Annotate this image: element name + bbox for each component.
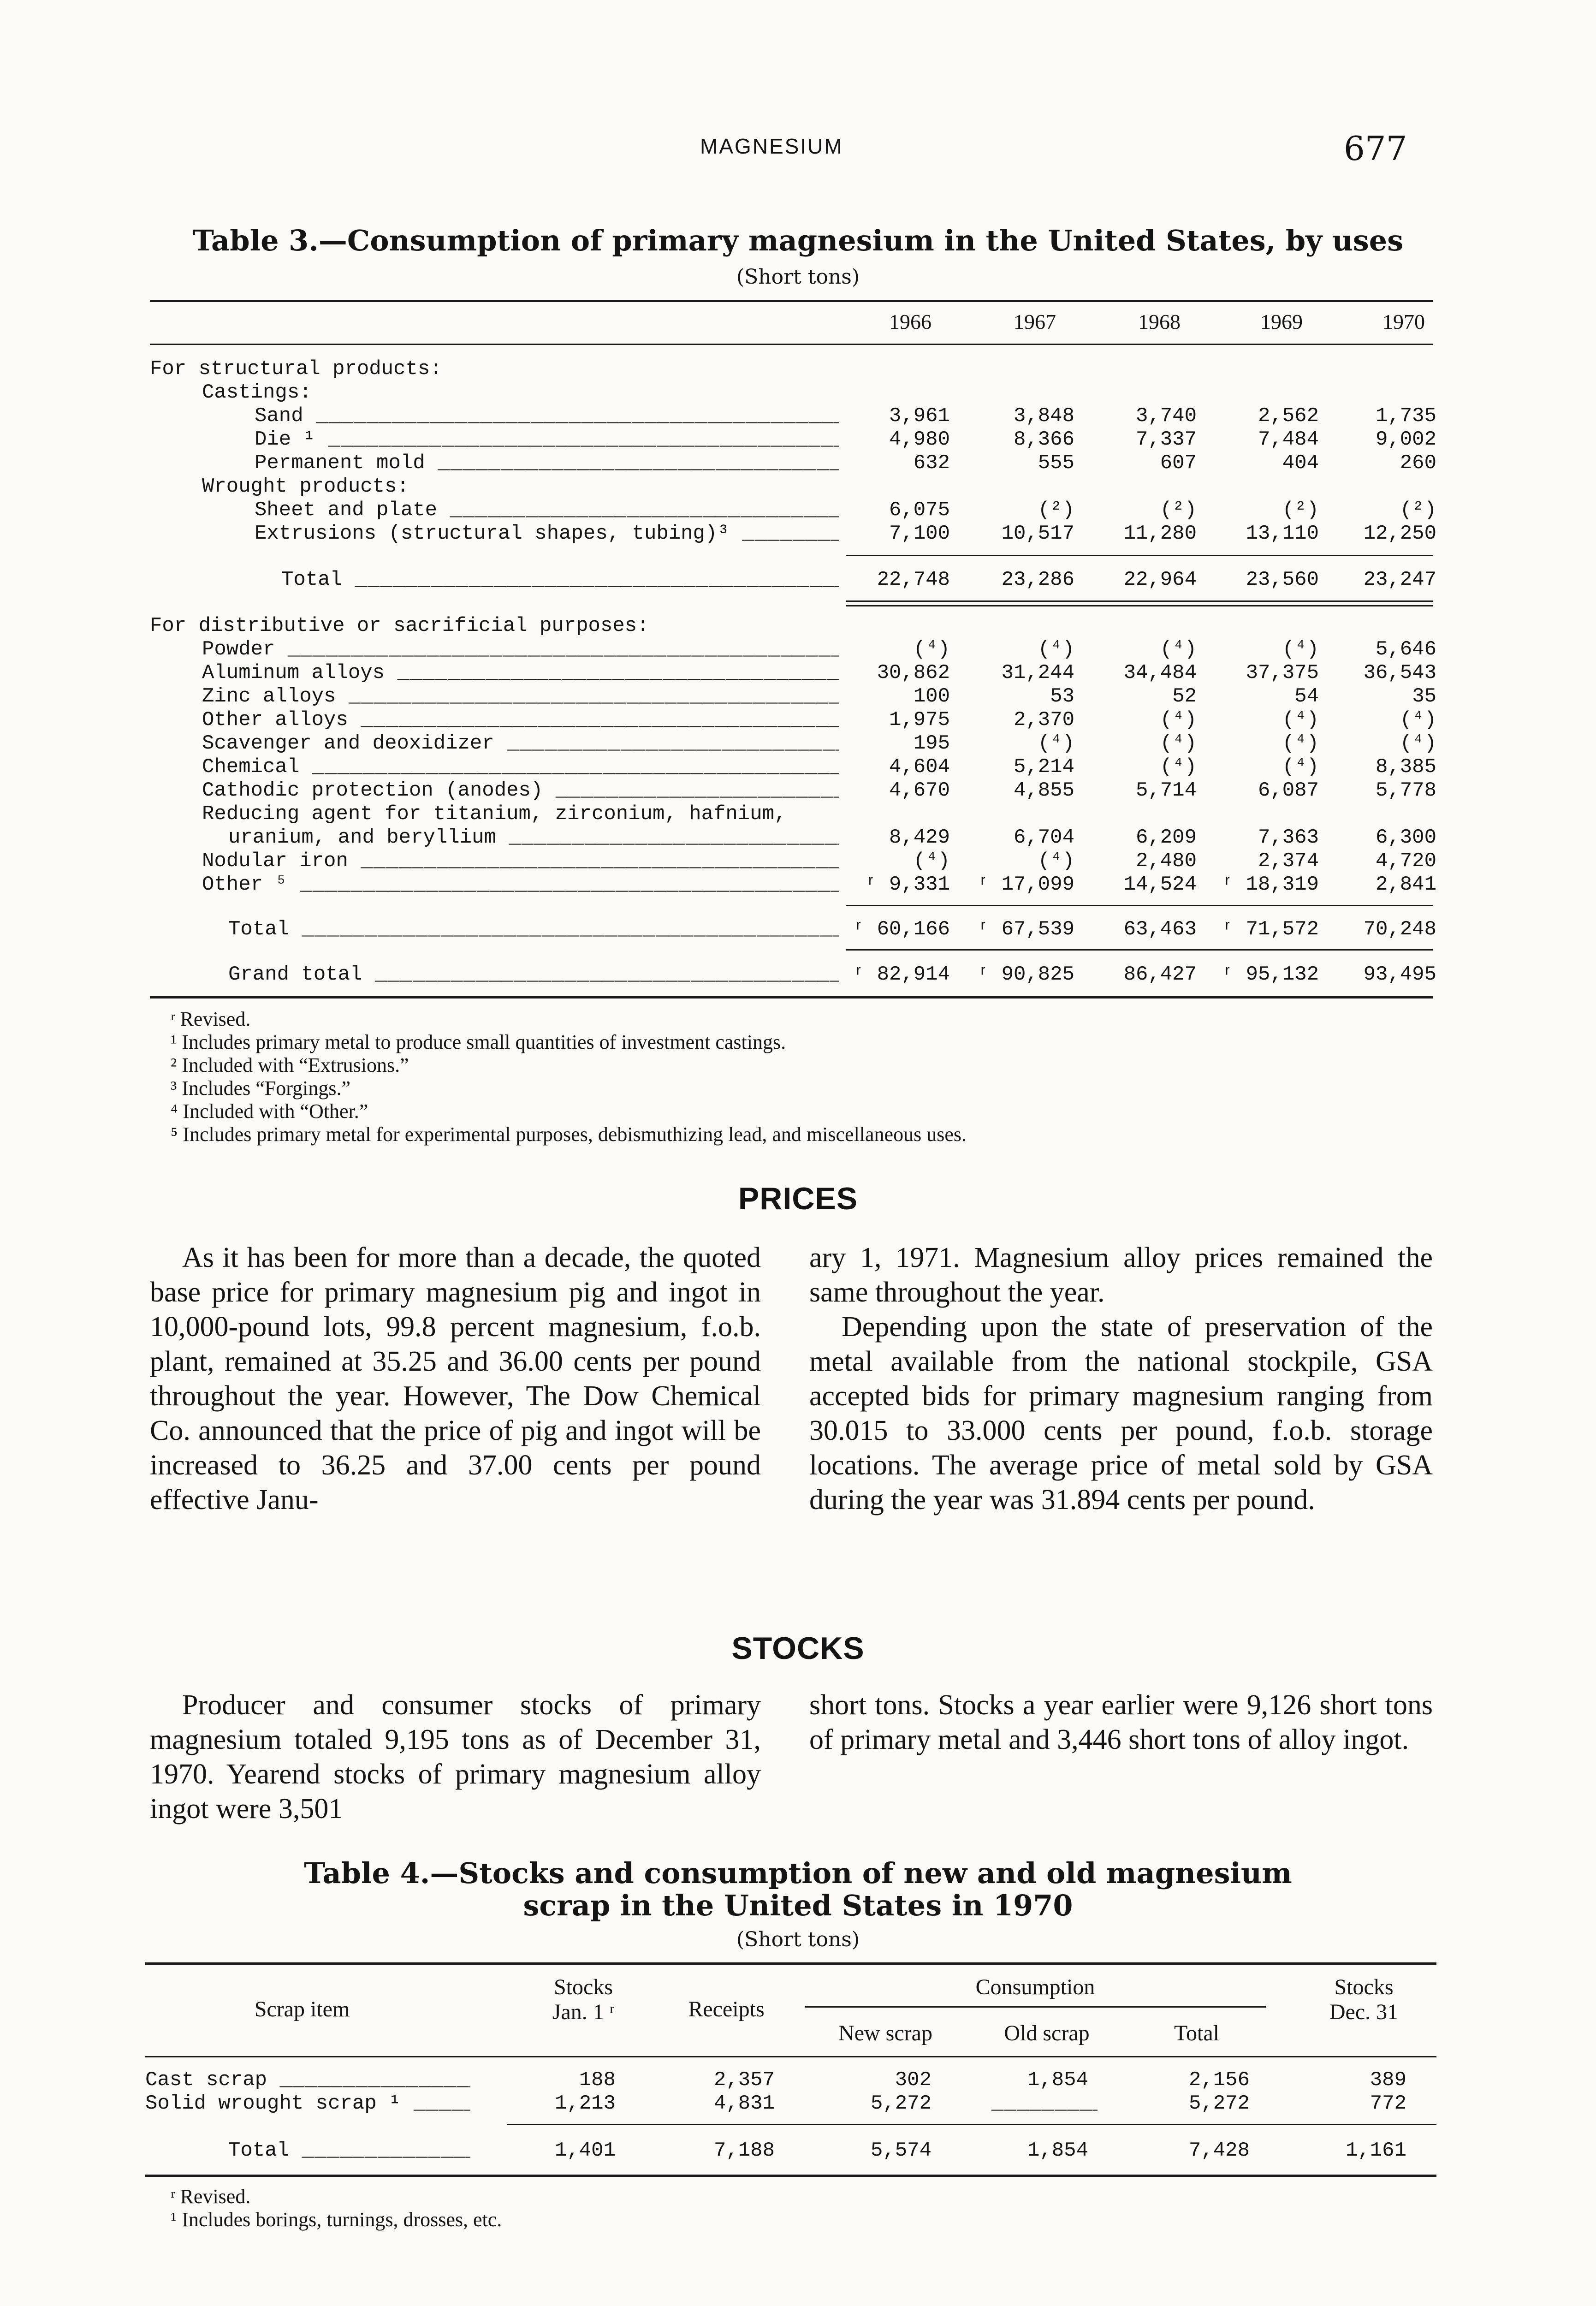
cell: ʳ 82,914 bbox=[852, 963, 950, 986]
cell: 2,841 bbox=[1375, 873, 1436, 896]
subtotal-rule bbox=[846, 949, 1433, 951]
row-label: Solid wrought scrap ¹ _____ bbox=[145, 2092, 470, 2116]
cell: 7,337 bbox=[1135, 428, 1197, 451]
table4-footnotes bbox=[171, 2185, 502, 2231]
footnote: ʳ Revised. bbox=[171, 2185, 251, 2208]
cell: 35 bbox=[1412, 685, 1436, 708]
cell: 8,429 bbox=[889, 826, 950, 849]
table-row bbox=[0, 850, 1596, 873]
col-header-stocks-dec: Stocks bbox=[1334, 1975, 1394, 1999]
cell: 7,100 bbox=[889, 522, 950, 545]
cell: 2,370 bbox=[1013, 708, 1074, 731]
cell: 30,862 bbox=[877, 661, 950, 684]
subtotal-rule bbox=[507, 2124, 1436, 2125]
table3-unit: (Short tons) bbox=[736, 265, 860, 289]
col-header-total: Total bbox=[1174, 2021, 1219, 2045]
table3-top-rule bbox=[150, 300, 1433, 302]
cell: (⁴) bbox=[1282, 755, 1319, 779]
year-header: 1968 bbox=[1138, 310, 1181, 333]
row-label: Other ⁵ _____ bbox=[202, 873, 839, 897]
row-label: Cathodic protection (anodes) _____ bbox=[202, 779, 839, 802]
stocks-paragraph-right: short tons. Stocks a year earlier were 9,126 short tons of primary metal and 3,446 short tons of alloy ingot. bbox=[809, 1689, 1433, 1755]
row-label: Scavenger and deoxidizer _____ bbox=[202, 732, 839, 755]
col-header-old-scrap: Old scrap bbox=[1004, 2021, 1090, 2045]
table-row bbox=[0, 755, 1596, 779]
footnote: ⁵ Includes primary metal for experimental purposes, debismuthizing lead, and miscellaneous uses. bbox=[171, 1123, 967, 1146]
row-label: Other alloys _____ bbox=[202, 708, 839, 732]
cell: 54 bbox=[1294, 685, 1319, 708]
cell: (⁴) bbox=[913, 638, 950, 661]
subtotal-rule bbox=[846, 905, 1433, 906]
cell: (²) bbox=[1400, 499, 1436, 522]
cell: 5,574 bbox=[870, 2139, 931, 2162]
footnote: ³ Includes “Forgings.” bbox=[171, 1077, 350, 1100]
table3-subsection-label: Wrought products: bbox=[202, 475, 409, 498]
cell: (⁴) bbox=[1038, 732, 1074, 755]
row-label: Sand _____ bbox=[255, 404, 839, 428]
table-row bbox=[0, 2068, 1596, 2092]
table-row bbox=[0, 708, 1596, 732]
table-row bbox=[0, 638, 1596, 661]
cell: (⁴) bbox=[1038, 638, 1074, 661]
cell: 607 bbox=[1160, 452, 1197, 475]
cell: 22,964 bbox=[1123, 568, 1197, 591]
row-label: Cast scrap _____ bbox=[145, 2068, 470, 2092]
cell: 3,740 bbox=[1135, 404, 1197, 428]
table4-title-line-2: scrap in the United States in 1970 bbox=[523, 1889, 1073, 1922]
cell: 23,286 bbox=[1001, 568, 1074, 591]
cell: 260 bbox=[1400, 452, 1436, 475]
section-heading-stocks: STOCKS bbox=[731, 1631, 865, 1666]
cell: 7,428 bbox=[1188, 2139, 1250, 2162]
cell: 5,778 bbox=[1375, 779, 1436, 802]
cell: 23,560 bbox=[1246, 568, 1319, 591]
table-row bbox=[0, 499, 1596, 522]
subtotal-rule bbox=[846, 555, 1433, 556]
cell: 1,975 bbox=[889, 708, 950, 731]
table3-bottom-rule bbox=[150, 996, 1433, 998]
cell: 14,524 bbox=[1123, 873, 1197, 896]
row-label: Powder _____ bbox=[202, 638, 839, 661]
cell: 632 bbox=[913, 452, 950, 475]
col-header-receipts: Receipts bbox=[688, 1997, 765, 2021]
cell: 5,214 bbox=[1013, 755, 1074, 779]
prices-paragraph-right-1: ary 1, 1971. Magnesium alloy prices remained the same throughout the year. bbox=[809, 1242, 1433, 1308]
row-label: Sheet and plate _____ bbox=[255, 499, 839, 522]
cell: ʳ 71,572 bbox=[1221, 918, 1319, 941]
cell: 6,087 bbox=[1258, 779, 1319, 802]
cell: ʳ 18,319 bbox=[1221, 873, 1319, 896]
cell: (⁴) bbox=[1400, 708, 1436, 731]
cell: (⁴) bbox=[1160, 755, 1197, 779]
table-row-total bbox=[0, 2139, 1596, 2163]
cell: 7,188 bbox=[713, 2139, 775, 2162]
cell: 36,543 bbox=[1363, 661, 1436, 684]
cell: 34,484 bbox=[1123, 661, 1197, 684]
cell: ʳ 95,132 bbox=[1221, 963, 1319, 986]
cell: 1,161 bbox=[1345, 2139, 1406, 2162]
table4-unit: (Short tons) bbox=[736, 1928, 860, 1951]
cell: 6,704 bbox=[1013, 826, 1074, 849]
cell: 23,247 bbox=[1363, 568, 1436, 591]
cell: ʳ 60,166 bbox=[852, 918, 950, 941]
cell: 63,463 bbox=[1123, 918, 1197, 941]
cell: 3,848 bbox=[1013, 404, 1074, 428]
col-header-consumption: Consumption bbox=[975, 1975, 1095, 1999]
col-header-stocks-jan: Stocks bbox=[553, 1975, 613, 1999]
cell: ʳ 67,539 bbox=[977, 918, 1074, 941]
cell: 1,735 bbox=[1375, 404, 1436, 428]
table-row bbox=[0, 826, 1596, 850]
cell: 52 bbox=[1172, 685, 1197, 708]
row-label: Total _____ bbox=[281, 568, 839, 592]
cell: (⁴) bbox=[1160, 638, 1197, 661]
cell: 5,646 bbox=[1375, 638, 1436, 661]
cell: 5,714 bbox=[1135, 779, 1197, 802]
table3-footnotes bbox=[171, 1008, 967, 1146]
cell: 1,213 bbox=[554, 2092, 616, 2115]
cell: 4,670 bbox=[889, 779, 950, 802]
cell: 10,517 bbox=[1001, 522, 1074, 545]
cell: 4,855 bbox=[1013, 779, 1074, 802]
total-rule bbox=[846, 600, 1433, 602]
row-label: Chemical _____ bbox=[202, 755, 839, 779]
cell: 5,272 bbox=[1188, 2092, 1250, 2115]
row-label: Aluminum alloys _____ bbox=[202, 661, 839, 685]
row-label: uranium, and beryllium _____ bbox=[228, 826, 839, 850]
cell: (⁴) bbox=[1038, 850, 1074, 873]
footnote: ² Included with “Extrusions.” bbox=[171, 1054, 409, 1076]
cell: 3,961 bbox=[889, 404, 950, 428]
cell: 4,604 bbox=[889, 755, 950, 779]
cell: 8,385 bbox=[1375, 755, 1436, 779]
cell: 4,980 bbox=[889, 428, 950, 451]
table3-header-rule bbox=[150, 344, 1433, 345]
table-row bbox=[0, 685, 1596, 708]
cell: (⁴) bbox=[1282, 732, 1319, 755]
cell: 11,280 bbox=[1123, 522, 1197, 545]
col-header-stocks-jan: Jan. 1 ʳ bbox=[552, 2000, 615, 2024]
cell: 4,720 bbox=[1375, 850, 1436, 873]
table-row bbox=[0, 522, 1596, 546]
cell: 13,110 bbox=[1246, 522, 1319, 545]
consumption-span-rule bbox=[805, 2006, 1266, 2008]
stocks-paragraph-left: Producer and consumer stocks of primary magnesium totaled 9,195 tons as of December 31, 1970. Yearend stocks of primary magnesium alloy ingot were 3,501 bbox=[150, 1689, 761, 1825]
row-label: Zinc alloys _____ bbox=[202, 685, 839, 708]
cell: 302 bbox=[895, 2068, 931, 2092]
table3-title: Table 3.—Consumption of primary magnesium in the United States, by uses bbox=[192, 224, 1404, 257]
cell: 1,854 bbox=[1027, 2068, 1088, 2092]
row-label: Grand total _____ bbox=[228, 963, 839, 987]
cell: 6,300 bbox=[1375, 826, 1436, 849]
table-row bbox=[0, 779, 1596, 802]
row-label: Permanent mold _____ bbox=[255, 452, 839, 475]
cell: 7,363 bbox=[1258, 826, 1319, 849]
cell: 2,156 bbox=[1188, 2068, 1250, 2092]
table4-top-rule bbox=[145, 1962, 1436, 1965]
table4-header-rule bbox=[145, 2056, 1436, 2057]
table3-section-label: For distributive or sacrificial purposes: bbox=[150, 614, 649, 637]
cell: (⁴) bbox=[1282, 708, 1319, 731]
table4-bottom-rule bbox=[145, 2175, 1436, 2177]
cell: ʳ 90,825 bbox=[977, 963, 1074, 986]
cell: 195 bbox=[913, 732, 950, 755]
cell: 2,562 bbox=[1258, 404, 1319, 428]
cell: ʳ 17,099 bbox=[977, 873, 1074, 896]
cell: 37,375 bbox=[1246, 661, 1319, 684]
row-label: Total _____ bbox=[228, 2139, 470, 2163]
cell: 22,748 bbox=[877, 568, 950, 591]
footnote: ⁴ Included with “Other.” bbox=[171, 1100, 368, 1123]
cell: 389 bbox=[1370, 2068, 1406, 2092]
cell: 1,854 bbox=[1027, 2139, 1088, 2162]
cell: 8,366 bbox=[1013, 428, 1074, 451]
cell: ʳ 9,331 bbox=[865, 873, 950, 896]
page-number: 677 bbox=[1344, 129, 1407, 168]
footnote: ʳ Revised. bbox=[171, 1008, 251, 1030]
cell: (⁴) bbox=[913, 850, 950, 873]
cell: 2,374 bbox=[1258, 850, 1319, 873]
year-header: 1969 bbox=[1260, 310, 1303, 333]
row-label: Extrusions (structural shapes, tubing)³ _____ bbox=[255, 522, 839, 546]
year-header: 1967 bbox=[1014, 310, 1056, 333]
cell: 404 bbox=[1282, 452, 1319, 475]
cell: 1,401 bbox=[554, 2139, 616, 2162]
prices-paragraph-right-2: Depending upon the state of preservation of the metal available from the national stockpile, GSA accepted bids for primary magnesium ranging from 30.015 to 33.000 cents per pound, f.o.b. storage locations. The average price of metal sold by GSA during the year was 31.894 cents per pound. bbox=[809, 1311, 1433, 1516]
table-row-total bbox=[0, 568, 1596, 592]
col-header-scrap-item: Scrap item bbox=[254, 1997, 350, 2021]
table4-title-line-1: Table 4.—Stocks and consumption of new and old magnesium bbox=[304, 1856, 1292, 1890]
cell: 2,357 bbox=[713, 2068, 775, 2092]
row-label: Total _____ bbox=[228, 918, 839, 941]
cell-blank bbox=[991, 2092, 1098, 2116]
cell: (²) bbox=[1282, 499, 1319, 522]
table-row bbox=[0, 452, 1596, 475]
cell: 100 bbox=[913, 685, 950, 708]
table-row bbox=[0, 661, 1596, 685]
cell: (²) bbox=[1160, 499, 1197, 522]
table-row bbox=[0, 428, 1596, 452]
running-title: MAGNESIUM bbox=[700, 134, 843, 158]
table-row-total bbox=[0, 918, 1596, 941]
cell: 555 bbox=[1038, 452, 1074, 475]
cell: (²) bbox=[1038, 499, 1074, 522]
cell: (⁴) bbox=[1282, 638, 1319, 661]
cell: 7,484 bbox=[1258, 428, 1319, 451]
cell: 5,272 bbox=[870, 2092, 931, 2115]
table-row bbox=[0, 404, 1596, 428]
footnote: ¹ Includes primary metal to produce small quantities of investment castings. bbox=[171, 1031, 786, 1053]
table-row bbox=[0, 2092, 1596, 2116]
footnote: ¹ Includes borings, turnings, drosses, etc. bbox=[171, 2208, 502, 2231]
cell: 6,075 bbox=[889, 499, 950, 522]
cell: 6,209 bbox=[1135, 826, 1197, 849]
cell: (⁴) bbox=[1160, 732, 1197, 755]
row-label: Nodular iron _____ bbox=[202, 850, 839, 873]
cell: 12,250 bbox=[1363, 522, 1436, 545]
table-row-grand-total bbox=[0, 963, 1596, 987]
cell: 53 bbox=[1050, 685, 1074, 708]
cell: 2,480 bbox=[1135, 850, 1197, 873]
col-header-new-scrap: New scrap bbox=[838, 2021, 932, 2045]
table3-subsection-label: Castings: bbox=[202, 381, 312, 404]
cell: (⁴) bbox=[1400, 732, 1436, 755]
prices-paragraph-left: As it has been for more than a decade, the quoted base price for primary magnesium pig and ingot in 10,000-pound lots, 99.8 percent magnesium, f.o.b. plant, remained at 35.25 and 36.00 cents per pound throughout the year. However, The Dow Chemical Co. announced that the price of pig and ingot will be increased to 36.25 and 37.00 cents per pound effective Janu- bbox=[150, 1242, 761, 1516]
total-rule bbox=[846, 605, 1433, 606]
col-header-stocks-dec: Dec. 31 bbox=[1329, 2000, 1399, 2024]
year-header: 1966 bbox=[889, 310, 931, 333]
cell: 31,244 bbox=[1001, 661, 1074, 684]
cell: 4,831 bbox=[713, 2092, 775, 2115]
row-label: Reducing agent for titanium, zirconium, hafnium, bbox=[202, 802, 787, 826]
cell: 86,427 bbox=[1123, 963, 1197, 986]
table3-section-label: For structural products: bbox=[150, 357, 442, 380]
year-header: 1970 bbox=[1382, 310, 1425, 333]
cell: 9,002 bbox=[1375, 428, 1436, 451]
cell: 772 bbox=[1370, 2092, 1406, 2115]
row-label: Die ¹ _____ bbox=[255, 428, 839, 452]
table-row bbox=[0, 873, 1596, 897]
table-row bbox=[0, 732, 1596, 755]
cell: 188 bbox=[579, 2068, 616, 2092]
cell: (⁴) bbox=[1160, 708, 1197, 731]
cell: 93,495 bbox=[1363, 963, 1436, 986]
section-heading-prices: PRICES bbox=[738, 1181, 858, 1216]
cell: 70,248 bbox=[1363, 918, 1436, 941]
